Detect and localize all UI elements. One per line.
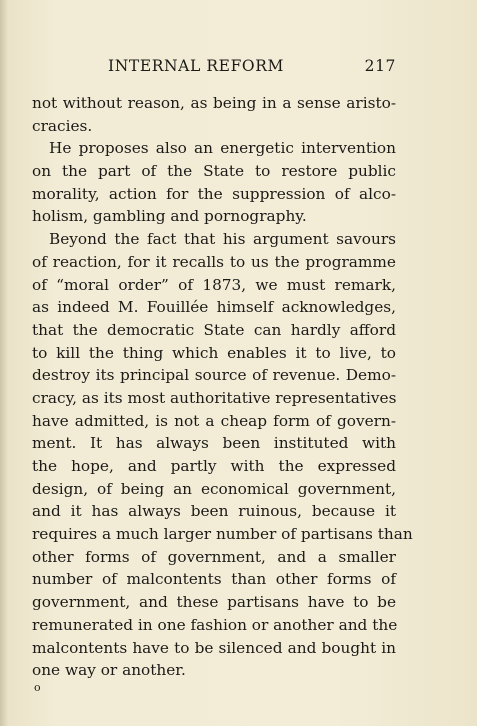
text-line: one way or another. bbox=[32, 661, 186, 680]
text-line: to kill the thing which enables it to live, to bbox=[32, 343, 396, 362]
page-number: 217 bbox=[364, 57, 396, 75]
text-line: malcontents have to be silenced and bought in bbox=[32, 638, 396, 657]
text-line: morality, action for the suppression of alco- bbox=[32, 184, 396, 203]
text-line: on the part of the State to restore public bbox=[32, 162, 396, 181]
text-line: have admitted, is not a cheap form of govern- bbox=[32, 411, 396, 430]
body-text bbox=[32, 92, 413, 682]
text-line: cracy, as its most authoritative representatives bbox=[32, 388, 397, 407]
text-line: ment. It has always been instituted with bbox=[32, 434, 396, 453]
text-line: not without reason, as being in a sense aristo- bbox=[32, 94, 396, 112]
text-line: requires a much larger number of partisans than bbox=[32, 525, 413, 544]
text-line: design, of being an economical government, bbox=[32, 479, 396, 498]
page-edge-shadow bbox=[0, 0, 8, 726]
text-line: destroy its principal source of revenue. Demo- bbox=[32, 366, 396, 385]
signature-mark: o bbox=[34, 681, 41, 694]
text-line: Beyond the fact that his argument savours bbox=[49, 230, 396, 249]
text-line: that the democratic State can hardly afford bbox=[32, 320, 396, 339]
text-line: government, and these partisans have to be bbox=[32, 593, 396, 612]
text-line: of “moral order” of 1873, we must remark, bbox=[32, 275, 396, 294]
text-line: and it has always been ruinous, because it bbox=[32, 502, 396, 521]
text-line: as indeed M. Fouillée himself acknowledges, bbox=[32, 298, 396, 317]
page-header bbox=[32, 57, 396, 79]
text-line: He proposes also an energetic intervention bbox=[49, 139, 396, 158]
text-line: number of malcontents than other forms of bbox=[32, 570, 396, 589]
text-line: cracies. bbox=[32, 116, 93, 135]
running-head: INTERNAL REFORM bbox=[108, 57, 284, 75]
text-line: holism, gambling and pornography. bbox=[32, 207, 307, 226]
text-line: the hope, and partly with the expressed bbox=[32, 457, 396, 475]
text-line: other forms of government, and a smaller bbox=[32, 547, 396, 566]
text-line: remunerated in one fashion or another and the bbox=[32, 615, 398, 634]
text-line: of reaction, for it recalls to us the programme bbox=[32, 252, 396, 271]
